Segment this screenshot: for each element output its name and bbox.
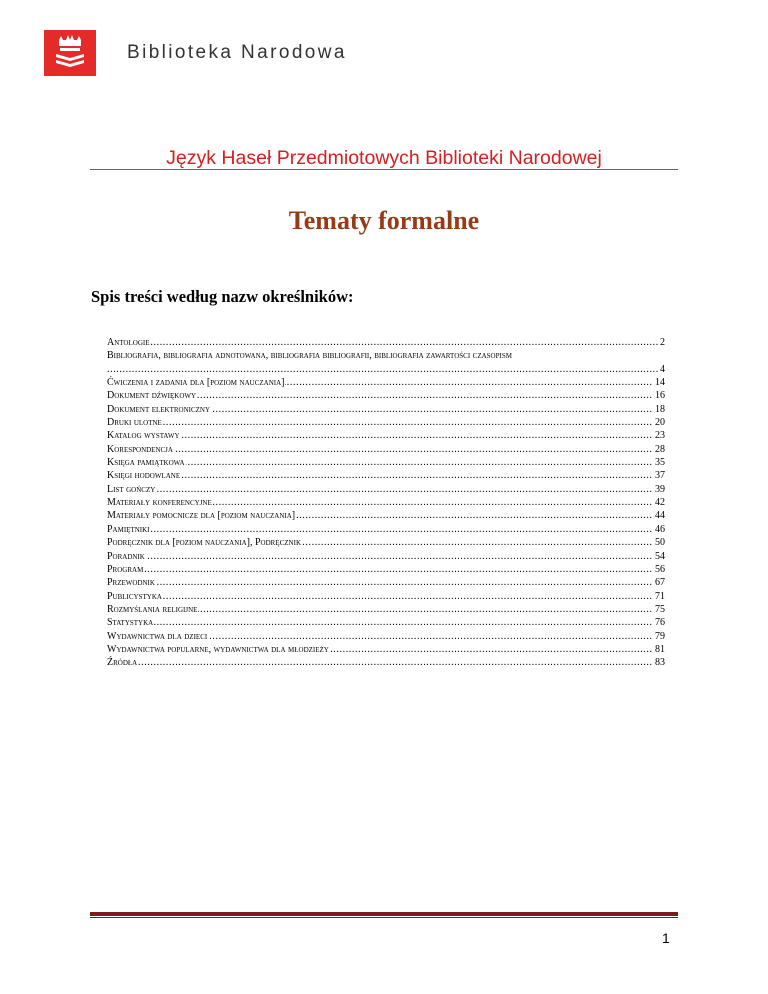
toc-entry-page: 44 [655, 510, 665, 522]
toc-entry-page: 28 [655, 443, 665, 455]
toc-entry[interactable] [107, 523, 665, 536]
toc-entry-label: List gończy [107, 483, 156, 495]
toc-entry[interactable] [107, 536, 665, 549]
toc-entry[interactable] [107, 590, 665, 603]
subtitle-divider [90, 169, 678, 170]
toc-entry-label: Antologie [107, 337, 150, 348]
toc-entry-label: Druki ulotne [107, 417, 162, 429]
toc-entry-label: Wydawnictwa dla dzieci [107, 630, 208, 642]
table-of-contents [107, 336, 665, 670]
toc-entry[interactable] [107, 550, 665, 563]
document-subtitle: Język Haseł Przedmiotowych Biblioteki Narodowej [166, 147, 602, 169]
toc-entry[interactable] [107, 643, 665, 656]
toc-entry-page: 46 [655, 523, 665, 535]
toc-entry-label: Materiały pomocnicze dla [poziom nauczania] [107, 510, 296, 522]
toc-entry[interactable] [107, 630, 665, 643]
toc-entry[interactable] [107, 456, 665, 469]
toc-entry-page: 56 [655, 563, 665, 575]
toc-entry-page: 20 [655, 417, 665, 429]
toc-entry[interactable] [107, 483, 665, 496]
toc-entry[interactable] [107, 496, 665, 509]
crown-book-icon [44, 30, 96, 76]
toc-entry-label: Wydawnictwa popularne, wydawnictwa dla młodzieży [107, 643, 329, 655]
toc-entry-label: Podręcznik dla [poziom nauczania], Podręcznik [107, 537, 301, 549]
toc-entry-page: 39 [655, 483, 665, 495]
page-number: 1 [662, 930, 670, 946]
toc-entry-page: 67 [655, 577, 665, 589]
toc-entry-label: Dokument elektroniczny [107, 403, 211, 415]
toc-entry[interactable] [107, 403, 665, 416]
toc-entry[interactable] [107, 429, 665, 442]
toc-entry-label: Bibliografia, bibliografia adnotowana, bibliografia bibliografii, bibliografia zawartości czasopism [107, 350, 512, 362]
toc-entry[interactable] [107, 576, 665, 589]
footer-divider-thin [90, 917, 678, 918]
toc-heading: Spis treści według nazw określników: [91, 287, 354, 306]
toc-entry[interactable] [107, 389, 665, 402]
toc-entry[interactable] [107, 376, 665, 389]
toc-entry-label: Księga pamiątkowa [107, 457, 185, 469]
toc-entry-page: 75 [655, 603, 665, 615]
toc-entry-page: 81 [655, 643, 665, 655]
toc-entry-label: Materiały konferencyjne [107, 497, 212, 509]
library-logo [44, 30, 96, 76]
toc-entry-page: 16 [655, 390, 665, 402]
toc-entry-page: 23 [655, 430, 665, 442]
toc-entry-label: Przewodnik [107, 577, 155, 589]
toc-entry-page: 71 [655, 590, 665, 602]
toc-entry-page: 50 [655, 537, 665, 549]
toc-entry-label: Źródła [107, 657, 138, 669]
toc-entry[interactable] [107, 336, 665, 349]
library-name: Biblioteka Narodowa [127, 42, 347, 63]
toc-entry[interactable] [107, 656, 665, 669]
toc-entry-label: Pamiętniki [107, 523, 150, 535]
toc-entry[interactable] [107, 349, 665, 376]
toc-entry-page: 2 [660, 337, 665, 348]
toc-entry[interactable] [107, 469, 665, 482]
toc-entry-label: Statystyka [107, 617, 154, 629]
toc-entry-page: 35 [655, 457, 665, 469]
toc-entry-label: Katalog wystawy [107, 430, 180, 442]
toc-entry-label: Poradnik [107, 550, 145, 562]
toc-entry-page: 14 [655, 377, 665, 389]
toc-entry-label: Księgi hodowlane [107, 470, 181, 482]
toc-entry[interactable] [107, 616, 665, 629]
document-title: Tematy formalne [288, 206, 480, 235]
toc-entry-label: Program [107, 563, 144, 575]
toc-entry[interactable] [107, 603, 665, 616]
toc-entry-page: 18 [655, 403, 665, 415]
toc-entry-page: 79 [655, 630, 665, 642]
toc-entry-page: 37 [655, 470, 665, 482]
toc-entry-page: 4 [660, 363, 665, 375]
toc-entry-page: 83 [655, 657, 665, 669]
toc-entry-page: 54 [655, 550, 665, 562]
toc-entry[interactable] [107, 416, 665, 429]
toc-entry-label: Dokument dźwiękowy [107, 390, 197, 402]
toc-entry-label: Korespondencja [107, 443, 173, 455]
footer-divider [90, 912, 678, 916]
toc-entry-label: Ćwiczenia i zadania dla [poziom nauczania] [107, 377, 285, 389]
toc-entry[interactable] [107, 563, 665, 576]
toc-entry-page: 42 [655, 497, 665, 509]
toc-entry[interactable] [107, 509, 665, 522]
toc-entry-page: 76 [655, 617, 665, 629]
toc-entry-label: Publicystyka [107, 590, 162, 602]
toc-entry-label: Rozmyślania religijne [107, 603, 198, 615]
toc-entry[interactable] [107, 443, 665, 456]
